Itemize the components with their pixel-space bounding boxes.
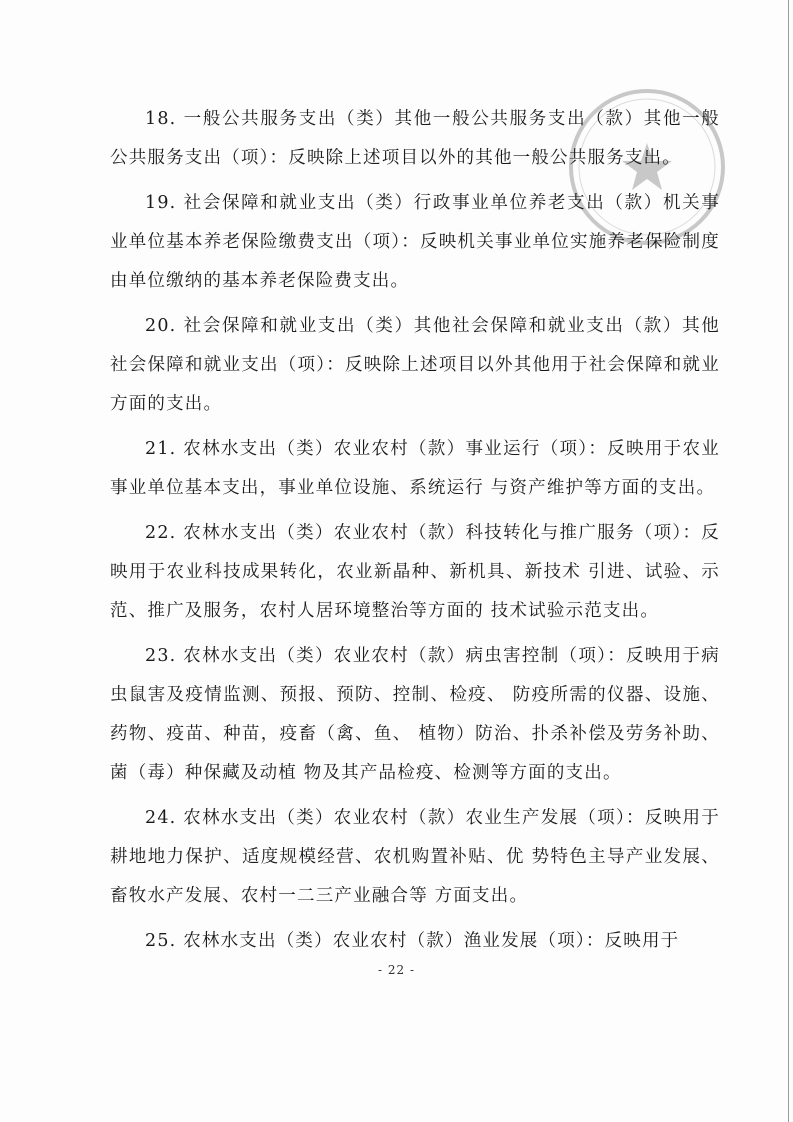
document-body [110, 100, 720, 967]
paragraph-25: 25. 农林水支出（类）农业农村（款）渔业发展（项）：反映用于 [145, 931, 680, 951]
paragraph-20: 20. 社会保障和就业支出（类）其他社会保障和就业支出（款）其他社会保障和就业支出（项）：反映除上述项目以外其他用于社会保障和就业方面的支出。 [110, 316, 720, 414]
scan-edge-line [788, 0, 789, 1122]
paragraph-22: 22. 农林水支出（类）农业农村（款）科技转化与推广服务（项）：反映用于农业科技成果转化，农业新晶种、新机具、新技术 引进、试验、示范、推广及服务，农村人居环境整治等方面的 技术试验示范支出。 [110, 523, 720, 621]
paragraph-21: 21. 农林水支出（类）农业农村（款）事业运行（项）：反映用于农业事业单位基本支出，事业单位设施、系统运行 与资产维护等方面的支出。 [110, 439, 720, 498]
page-number: - 22 - [377, 963, 415, 977]
paragraph-23: 23. 农林水支出（类）农业农村（款）病虫害控制（项）：反映用于病虫鼠害及疫情监测、预报、预防、控制、检疫、 防疫所需的仪器、设施、药物、疫苗、种苗，疫畜（禽、鱼、 植物）防治、扑杀补偿及劳务补助、菌（毒）种保藏及动植 物及其产品检疫、检测等方面的支出。 [110, 646, 720, 783]
paragraph-24: 24. 农林水支出（类）农业农村（款）农业生产发展（项）：反映用于耕地地力保护、适度规模经营、农机购置补贴、优 势特色主导产业发展、畜牧水产发展、农村一二三产业融合等 方面支出。 [110, 808, 720, 906]
paragraph-19: 19. 社会保障和就业支出（类）行政事业单位养老支出（款）机关事业单位基本养老保险缴费支出（项）：反映机关事业单位实施养老保险制度由单位缴纳的基本养老保险费支出。 [110, 193, 720, 291]
paragraph-18: 18. 一般公共服务支出（类）其他一般公共服务支出（款）其他一般公共服务支出（项）：反映除上述项目以外的其他一般公共服务支出。 [110, 109, 720, 168]
